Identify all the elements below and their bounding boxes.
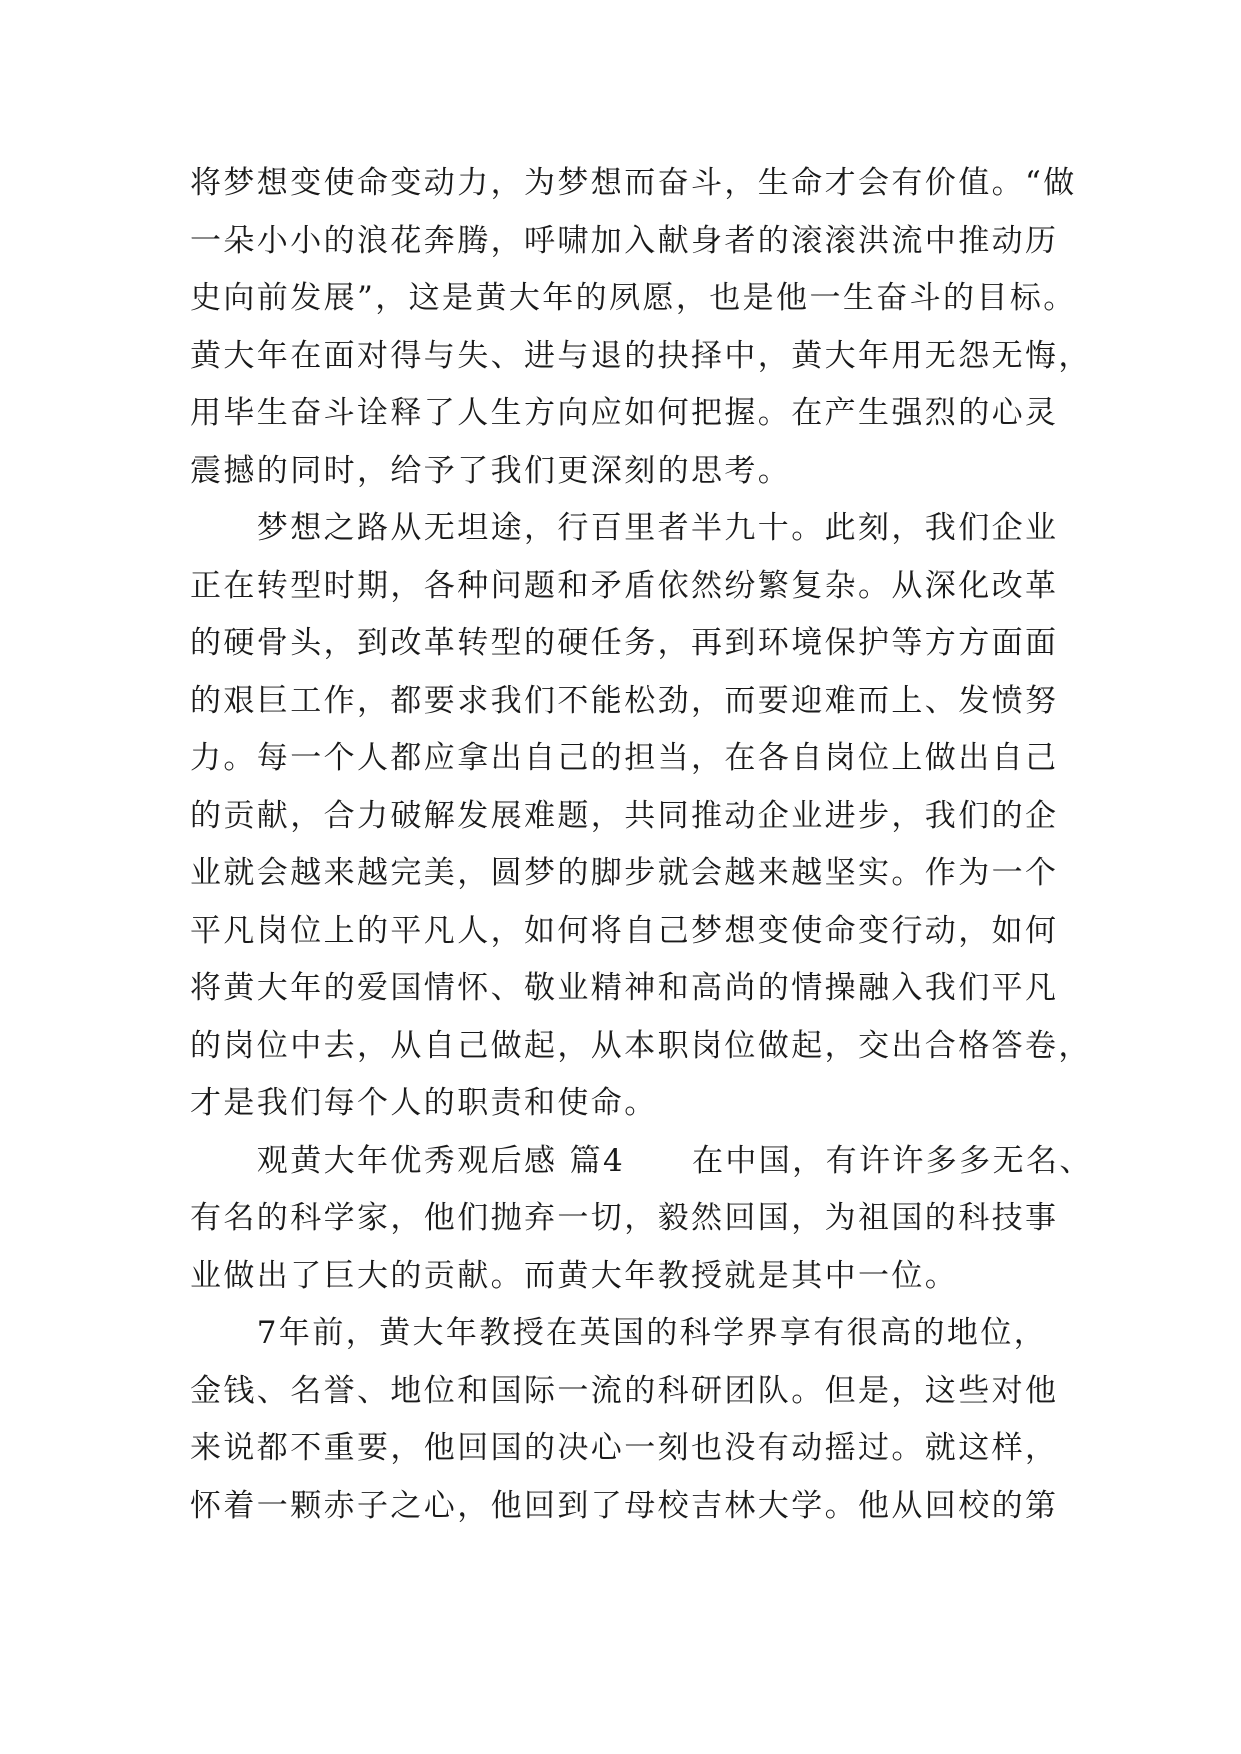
text-line: 业做出了巨大的贡献。而黄大年教授就是其中一位。	[190, 1257, 959, 1294]
text-line: 观黄大年优秀观后感 篇4 在中国，有许许多多无名、	[190, 1142, 1093, 1179]
text-line: 黄大年在面对得与失、进与退的抉择中，黄大年用无怨无悔，	[190, 337, 1092, 374]
text-line: 的硬骨头，到改革转型的硬任务，再到环境保护等方方面面	[190, 625, 1059, 661]
text-line: 史向前发展”，这是黄大年的夙愿，也是他一生奋斗的目标。	[190, 280, 1077, 316]
text-line: 的艰巨工作，都要求我们不能松劲，而要迎难而上、发愤努	[190, 682, 1059, 719]
text-line: 有名的科学家，他们抛弃一切，毅然回国，为祖国的科技事	[190, 1200, 1059, 1236]
text-line: 的岗位中去，从自己做起，从本职岗位做起，交出合格答卷，	[190, 1027, 1092, 1064]
body-text	[190, 155, 1093, 1535]
text-line: 震撼的同时，给予了我们更深刻的思考。	[190, 452, 792, 489]
text-line: 来说都不重要，他回国的决心一刻也没有动摇过。就这样，	[190, 1430, 1059, 1466]
text-line: 7年前，黄大年教授在英国的科学界享有很高的地位，	[190, 1315, 1048, 1351]
text-line: 金钱、名誉、地位和国际一流的科研团队。但是，这些对他	[190, 1372, 1059, 1409]
text-line: 一朵小小的浪花奔腾，呼啸加入献身者的滚滚洪流中推动历	[190, 222, 1059, 259]
text-line: 力。每一个人都应拿出自己的担当，在各自岗位上做出自己	[190, 740, 1059, 776]
text-line: 将梦想变使命变动力，为梦想而奋斗，生命才会有价值。“做	[190, 165, 1077, 201]
text-line: 正在转型时期，各种问题和矛盾依然纷繁复杂。从深化改革	[190, 567, 1059, 604]
text-line: 梦想之路从无坦途，行百里者半九十。此刻，我们企业	[190, 510, 1059, 546]
text-line: 业就会越来越完美，圆梦的脚步就会越来越坚实。作为一个	[190, 855, 1059, 891]
text-line: 用毕生奋斗诠释了人生方向应如何把握。在产生强烈的心灵	[190, 395, 1059, 431]
text-line: 将黄大年的爱国情怀、敬业精神和高尚的情操融入我们平凡	[190, 970, 1059, 1006]
text-line: 平凡岗位上的平凡人，如何将自己梦想变使命变行动，如何	[190, 912, 1059, 949]
text-line: 才是我们每个人的职责和使命。	[190, 1085, 658, 1121]
text-line: 的贡献，合力破解发展难题，共同推动企业进步，我们的企	[190, 797, 1059, 834]
text-line: 怀着一颗赤子之心，他回到了母校吉林大学。他从回校的第	[190, 1487, 1059, 1524]
